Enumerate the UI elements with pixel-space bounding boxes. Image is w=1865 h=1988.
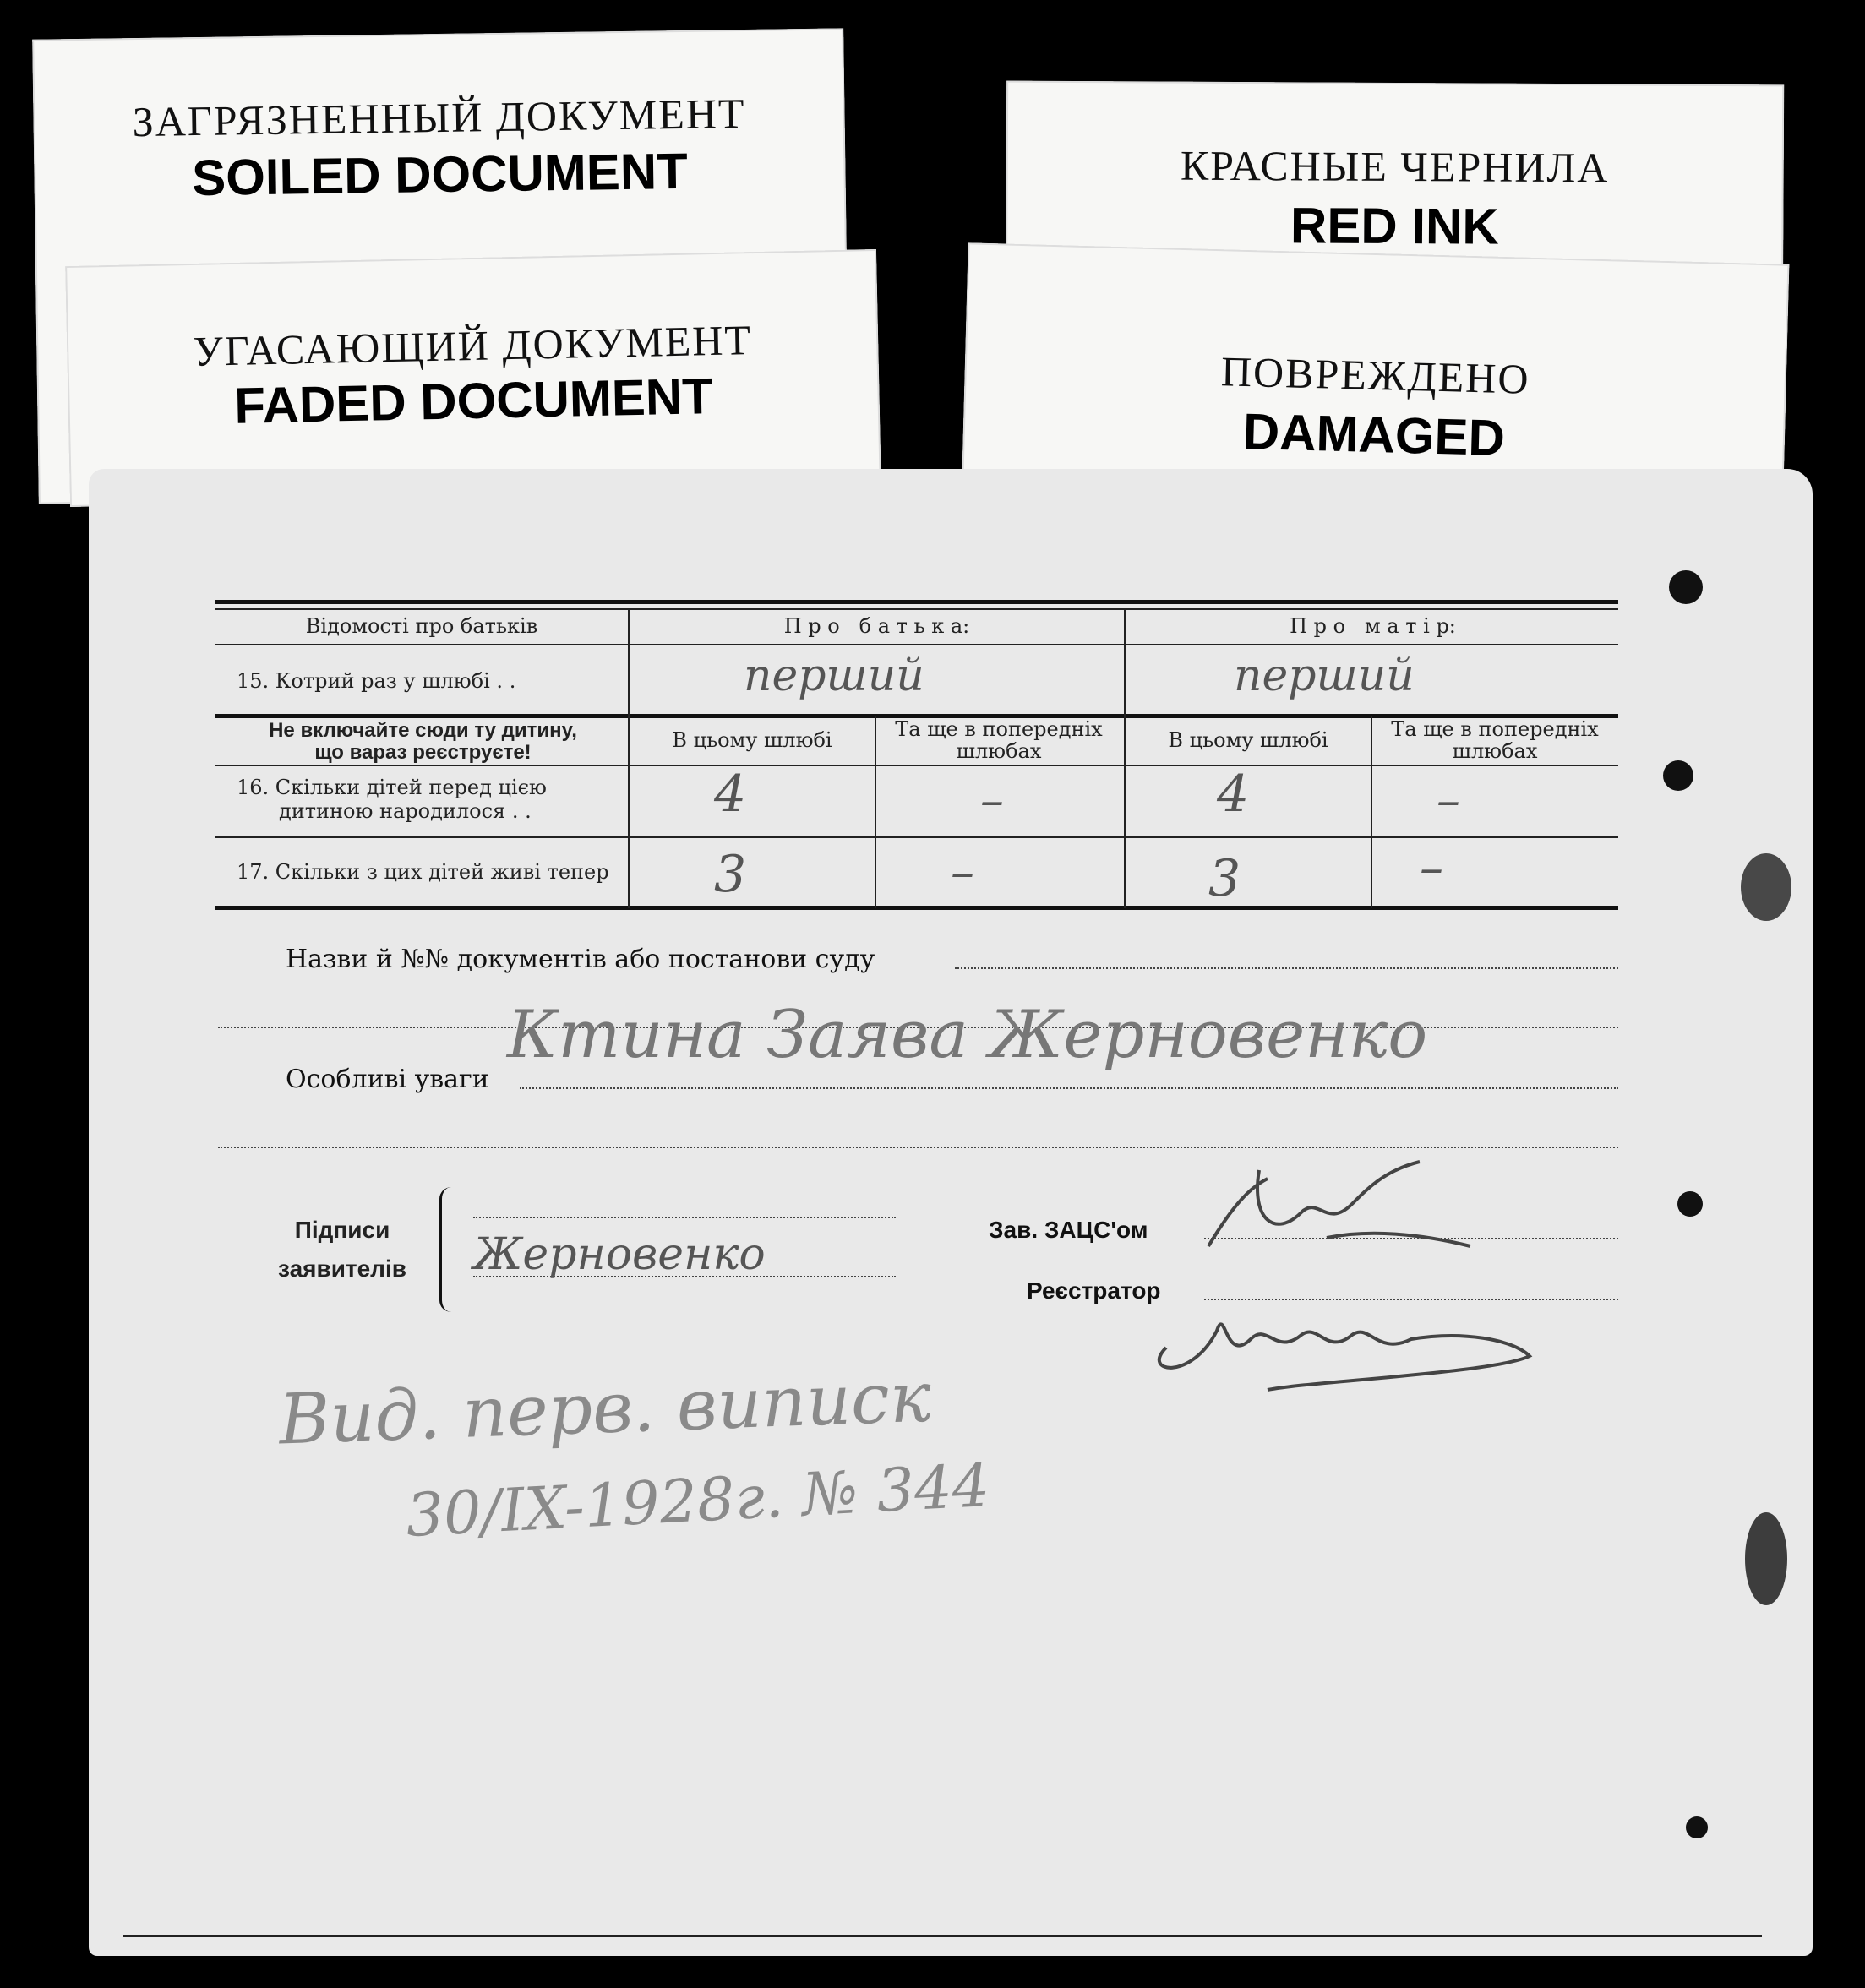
documents-line (955, 967, 1618, 969)
row15-label: 15. Котрий раз у шлюбі . . (237, 669, 516, 693)
signature-line-1 (473, 1217, 896, 1218)
documents-label: Назви й №№ документів або постанови суду (286, 945, 875, 974)
row16-father-this: 4 (714, 765, 747, 824)
row17-mother-this: 3 (1208, 849, 1241, 908)
hole-mark (1663, 760, 1693, 791)
table-rule (215, 765, 1618, 766)
row16-label-line2: дитиною народилося . . (279, 799, 532, 823)
hole-mark (1686, 1816, 1708, 1838)
row16-mother-this: 4 (1217, 765, 1250, 824)
father-this-marriage-header: В цьому шлюбі (672, 728, 832, 752)
red-ink-tag-en: RED INK (1290, 197, 1499, 255)
red-ink-tag-ru: КРАСНЫЕ ЧЕРНИЛА (1180, 141, 1610, 192)
ink-stain (1741, 853, 1791, 921)
mother-this-marriage-header: В цьому шлюбі (1168, 728, 1328, 752)
header-mother: П р о м а т і р: (1290, 614, 1456, 638)
damaged-tag (962, 242, 1790, 492)
remarks-handwritten: Ктина Заява Жерновенко (507, 997, 1428, 1073)
row17-father-this: 3 (714, 845, 747, 904)
signatures-label-line2: заявителів (278, 1255, 406, 1282)
applicant-signature: Жерновенко (473, 1229, 766, 1280)
row16-label-line1: 16. Скільки дітей перед цією (237, 776, 547, 799)
damaged-tag-ru: ПОВРЕЖДЕНО (1220, 347, 1531, 403)
prev-header-line2: шлюбах (956, 739, 1042, 763)
remarks-line (520, 1087, 1618, 1089)
table-bottom-rule (215, 906, 1618, 910)
signatures-bracket (439, 1187, 454, 1312)
prev-header-line1: Та ще в попередніх (895, 717, 1103, 741)
remarks-label: Особливі уваги (286, 1065, 489, 1094)
row16-mother-prev: – (1437, 773, 1460, 828)
faded-tag-ru: УГАСАЮЩИЙ ДОКУМЕНТ (192, 316, 753, 375)
header-father: П р о б а т ь к а: (783, 614, 970, 638)
exclude-note-line2: що вараз реєструєте! (314, 741, 532, 764)
row16-father-prev: – (980, 773, 1004, 828)
row17-father-prev: – (951, 845, 974, 900)
ink-stain (1745, 1512, 1787, 1605)
row15-father-value: перший (744, 651, 924, 701)
hole-mark (1677, 1191, 1703, 1217)
table-vline (628, 608, 630, 908)
registrar-label: Реєстратор (1027, 1277, 1161, 1304)
table-top-rule (215, 600, 1618, 604)
row17-mother-prev: – (1420, 841, 1443, 896)
signatures-label (262, 1211, 423, 1288)
father-prev-marriages-header (876, 718, 1121, 762)
mother-prev-marriages-header (1372, 718, 1617, 762)
table-rule (215, 608, 1618, 610)
row15-mother-value: перший (1234, 651, 1415, 701)
hole-mark (1669, 570, 1703, 604)
prev-header-line1: Та ще в попередніх (1391, 717, 1599, 741)
paper-bottom-edge (123, 1935, 1762, 1947)
note-line-2: 30/IX-1928г. № 344 (404, 1450, 992, 1551)
prev-header-line2: шлюбах (1452, 739, 1538, 763)
table-rule (215, 644, 1618, 645)
exclude-note (218, 720, 628, 764)
table-vline (1124, 608, 1126, 908)
head-signature (1200, 1153, 1479, 1263)
exclude-note-line1: Не включайте сюди ту дитину, (269, 719, 577, 742)
signatures-label-line1: Підписи (294, 1217, 390, 1243)
row17-label: 17. Скільки з цих дітей живі тепер (237, 860, 609, 884)
header-parents-info: Відомості про батьків (305, 614, 538, 638)
soiled-tag-ru: ЗАГРЯЗНЕННЫЙ ДОКУМЕНТ (132, 89, 746, 146)
faded-tag-en: FADED DOCUMENT (233, 368, 714, 434)
row16-label (237, 776, 625, 823)
table-rule (215, 836, 1618, 838)
remarks-line-2 (218, 1147, 1618, 1148)
damaged-tag-en: DAMAGED (1242, 402, 1506, 467)
head-label: Зав. ЗАЦС'ом (989, 1217, 1148, 1243)
note-line-1: Вид. перв. виписк (277, 1357, 933, 1461)
soiled-tag-en: SOILED DOCUMENT (191, 142, 689, 207)
registrar-signature (1141, 1288, 1546, 1407)
